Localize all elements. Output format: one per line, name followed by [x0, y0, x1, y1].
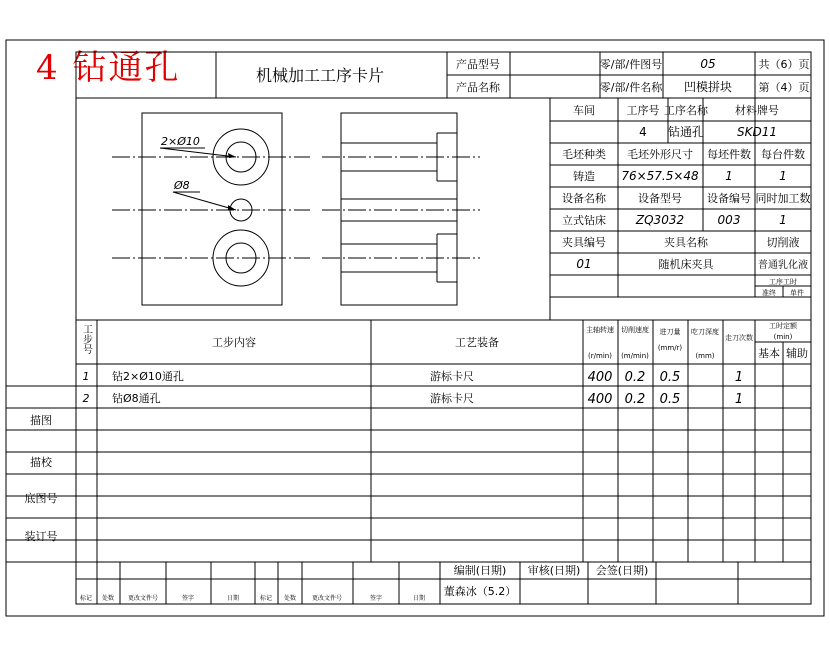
- steps-rows: [83, 369, 744, 407]
- step-no: 1: [82, 370, 90, 383]
- quota-unit: (min): [773, 333, 793, 341]
- content-header: 工步内容: [212, 336, 256, 349]
- process-name: 钻通孔: [667, 125, 705, 139]
- basic-header: 基本: [758, 347, 780, 360]
- pieces-per-blank-label: 每坯件数: [707, 148, 751, 161]
- fixture-no-label: 夹具编号: [562, 236, 606, 249]
- table-row: [83, 391, 744, 407]
- side-label-base-no: 底图号: [24, 492, 58, 505]
- table-row: [83, 369, 744, 385]
- step-feed: 0.5: [659, 370, 681, 385]
- side-view-outline: [341, 113, 457, 305]
- process-no: 4: [639, 125, 647, 139]
- equipment-name-label: 设备名称: [562, 192, 606, 205]
- auxiliary-header: 辅助: [786, 347, 808, 360]
- pieces-per-unit-label: 每台件数: [761, 148, 805, 161]
- revision-doc-2: 更改文件号: [311, 595, 343, 602]
- step-cut: 0.2: [624, 370, 646, 385]
- blank-type-label: 毛坯种类: [562, 148, 606, 161]
- material: SKD11: [737, 125, 777, 139]
- revision-sign: 签字: [181, 595, 195, 602]
- step-speed: 400: [587, 370, 613, 385]
- equipment-model: ZQ3032: [635, 213, 685, 227]
- cutting-speed-header: 切削速度: [621, 326, 649, 334]
- passes-header: 走刀次数: [725, 334, 753, 342]
- unit-time-label: 单件: [790, 289, 804, 297]
- equipment-model-label: 设备型号: [638, 192, 682, 205]
- dimension-labels: [161, 135, 200, 192]
- step-passes: 1: [734, 392, 744, 407]
- info-block: [562, 103, 811, 297]
- step-equipment: 游标卡尺: [430, 370, 474, 383]
- signature-block: [444, 563, 649, 598]
- part-name-value: 凹模拼块: [683, 80, 733, 94]
- step-speed: 400: [587, 392, 613, 407]
- revision-sign-2: 签字: [369, 595, 383, 602]
- equipment-header: 工艺装备: [455, 336, 499, 349]
- compiler-name: 董森冰（5.2）: [443, 585, 517, 598]
- step-no-header: 工步号: [80, 324, 92, 354]
- section-heading: 4 钻通孔: [36, 48, 181, 88]
- side-label-binding-no: 装订号: [24, 530, 58, 543]
- card-title: 机械加工工序卡片: [255, 66, 385, 85]
- revision-count-2: 处数: [283, 595, 297, 602]
- countersign-label: 会签(日期): [595, 564, 649, 577]
- equipment-no: 003: [717, 213, 741, 227]
- part-name-label: 零/部/件名称: [599, 81, 663, 94]
- fixture-no: 01: [576, 257, 592, 271]
- product-model-label: 产品型号: [456, 58, 500, 71]
- part-no-label: 零/部/件图号: [599, 58, 663, 71]
- equipment-no-label: 设备编号: [707, 192, 751, 205]
- step-no: 2: [82, 392, 90, 405]
- depth-unit: (mm): [695, 352, 715, 360]
- feed-unit: (mm/r): [657, 344, 683, 352]
- compile-label: 编制(日期): [453, 564, 507, 577]
- side-label-trace-check: 描校: [30, 456, 52, 469]
- total-pages: 共（6）页: [758, 58, 810, 71]
- front-view-drawing: [112, 113, 310, 305]
- step-feed: 0.5: [659, 392, 681, 407]
- page-number: 第（4）页: [758, 81, 810, 94]
- product-name-label: 产品名称: [456, 81, 500, 94]
- part-no-value: 05: [700, 57, 716, 71]
- pieces-per-unit: 1: [779, 169, 787, 183]
- step-content: 钻2×Ø10通孔: [112, 370, 184, 383]
- blank-size-label: 毛坯外形尺寸: [627, 148, 693, 161]
- feed-header: 进刀量: [659, 328, 681, 336]
- step-cut: 0.2: [624, 392, 646, 407]
- hole-8-label: Ø8: [174, 179, 190, 192]
- blank-size: 76×57.5×48: [621, 169, 699, 183]
- side-labels: [25, 413, 58, 543]
- revision-doc: 更改文件号: [127, 595, 159, 602]
- depth-header: 吃刀深度: [691, 328, 719, 336]
- blank-type: 铸造: [573, 170, 595, 183]
- equipment-name: 立式钻床: [562, 214, 606, 227]
- coolant: 普通乳化液: [758, 260, 808, 271]
- process-no-label: 工序号: [626, 104, 660, 117]
- revision-count: 处数: [101, 595, 115, 602]
- spindle-speed-header: 主轴转速: [586, 326, 614, 334]
- process-name-label: 工序名称: [664, 104, 708, 117]
- process-hours-label: 工序工时: [769, 278, 797, 286]
- coolant-label: 切削液: [766, 236, 800, 249]
- steps-header: [81, 321, 809, 360]
- step-passes: 1: [734, 370, 744, 385]
- standard-label: 准终: [762, 289, 776, 297]
- step-equipment: 游标卡尺: [430, 392, 474, 405]
- workshop-label: 车间: [573, 104, 595, 117]
- quota-header: 工时定额: [769, 322, 797, 330]
- leader-hole-8: [173, 192, 236, 210]
- hole-10-label: 2×Ø10: [161, 135, 200, 148]
- simultaneous: 1: [779, 213, 787, 227]
- material-label: 材料牌号: [735, 104, 779, 117]
- spindle-unit: (r/min): [588, 352, 612, 360]
- side-view-drawing: [322, 113, 480, 305]
- revision-mark: 标记: [79, 595, 93, 602]
- fixture-name: 随机床夹具: [658, 258, 714, 271]
- fixture-name-label: 夹具名称: [664, 236, 708, 249]
- step-content: 钻Ø8通孔: [112, 392, 161, 405]
- side-label-trace: 描图: [30, 414, 52, 427]
- pieces-per-blank: 1: [725, 169, 733, 183]
- simultaneous-label: 同时加工数: [755, 192, 811, 205]
- revision-date: 日期: [226, 595, 240, 602]
- revision-date-2: 日期: [412, 595, 426, 602]
- cutting-unit: (m/min): [621, 352, 649, 360]
- revision-mark-2: 标记: [259, 595, 273, 602]
- leader-hole-10: [160, 148, 236, 157]
- revision-labels: [80, 594, 425, 602]
- review-label: 审核(日期): [527, 564, 581, 577]
